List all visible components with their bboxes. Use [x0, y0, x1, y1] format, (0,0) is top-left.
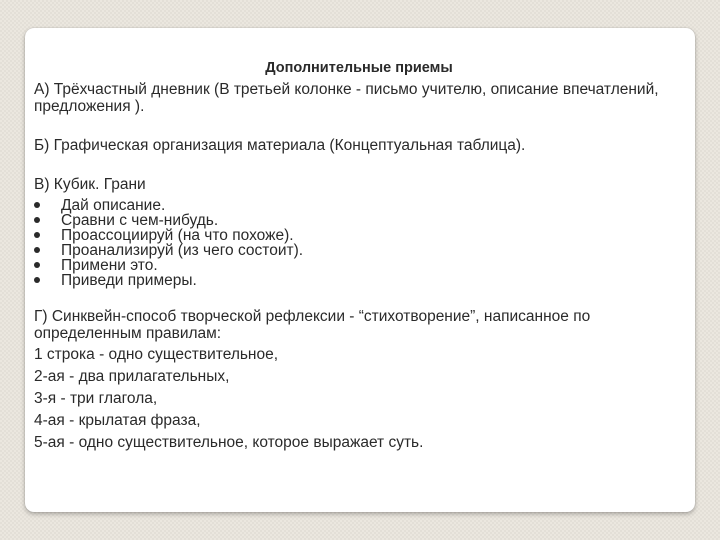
bullet-icon: [34, 232, 40, 238]
cinquain-line-4: 4-ая - крылатая фраза,: [34, 412, 201, 429]
list-item: [34, 198, 684, 213]
slide-content: [34, 60, 684, 452]
list-item-text: Проанализируй (из чего состоит).: [61, 242, 304, 259]
cinquain-line-2: 2-ая - два прилагательных,: [34, 368, 230, 385]
list-item: [34, 258, 684, 273]
bullet-icon: [34, 247, 40, 253]
bullet-icon: [34, 262, 40, 268]
cinquain-line-3: 3-я - три глагола,: [34, 390, 158, 407]
list-item: [34, 243, 684, 258]
section-d-intro: Г) Синквейн-способ творческой рефлексии - “стихотворение”, написанное по определенным правилам:: [34, 308, 591, 342]
list-item-text: Дай описание.: [61, 197, 166, 214]
bullet-icon: [34, 277, 40, 283]
cinquain-line-5: 5-ая - одно существительное, которое выражает суть.: [34, 434, 424, 451]
bullet-icon: [34, 217, 40, 223]
cinquain-line-1: 1 строка - одно существительное,: [34, 346, 279, 363]
list-item: [34, 213, 684, 228]
section-b-text: Б) Графическая организация материала (Концептуальная таблица).: [34, 137, 526, 154]
list-item: [34, 228, 684, 243]
section-c-heading: В) Кубик. Грани: [34, 176, 146, 193]
section-a-text: А) Трёхчастный дневник (В третьей колонке - письмо учителю, описание впечатлений, предложения ).: [34, 81, 659, 115]
bullet-icon: [34, 202, 40, 208]
list-item-text: Приведи примеры.: [61, 272, 197, 289]
list-item-text: Примени это.: [61, 257, 158, 274]
cube-facets-list: [34, 198, 684, 288]
list-item-text: Проассоциируй (на что похоже).: [61, 227, 294, 244]
slide-title: Дополнительные приемы: [265, 60, 453, 76]
slide-card: [25, 28, 695, 512]
list-item: [34, 273, 684, 288]
list-item-text: Сравни с чем-нибудь.: [61, 212, 219, 229]
